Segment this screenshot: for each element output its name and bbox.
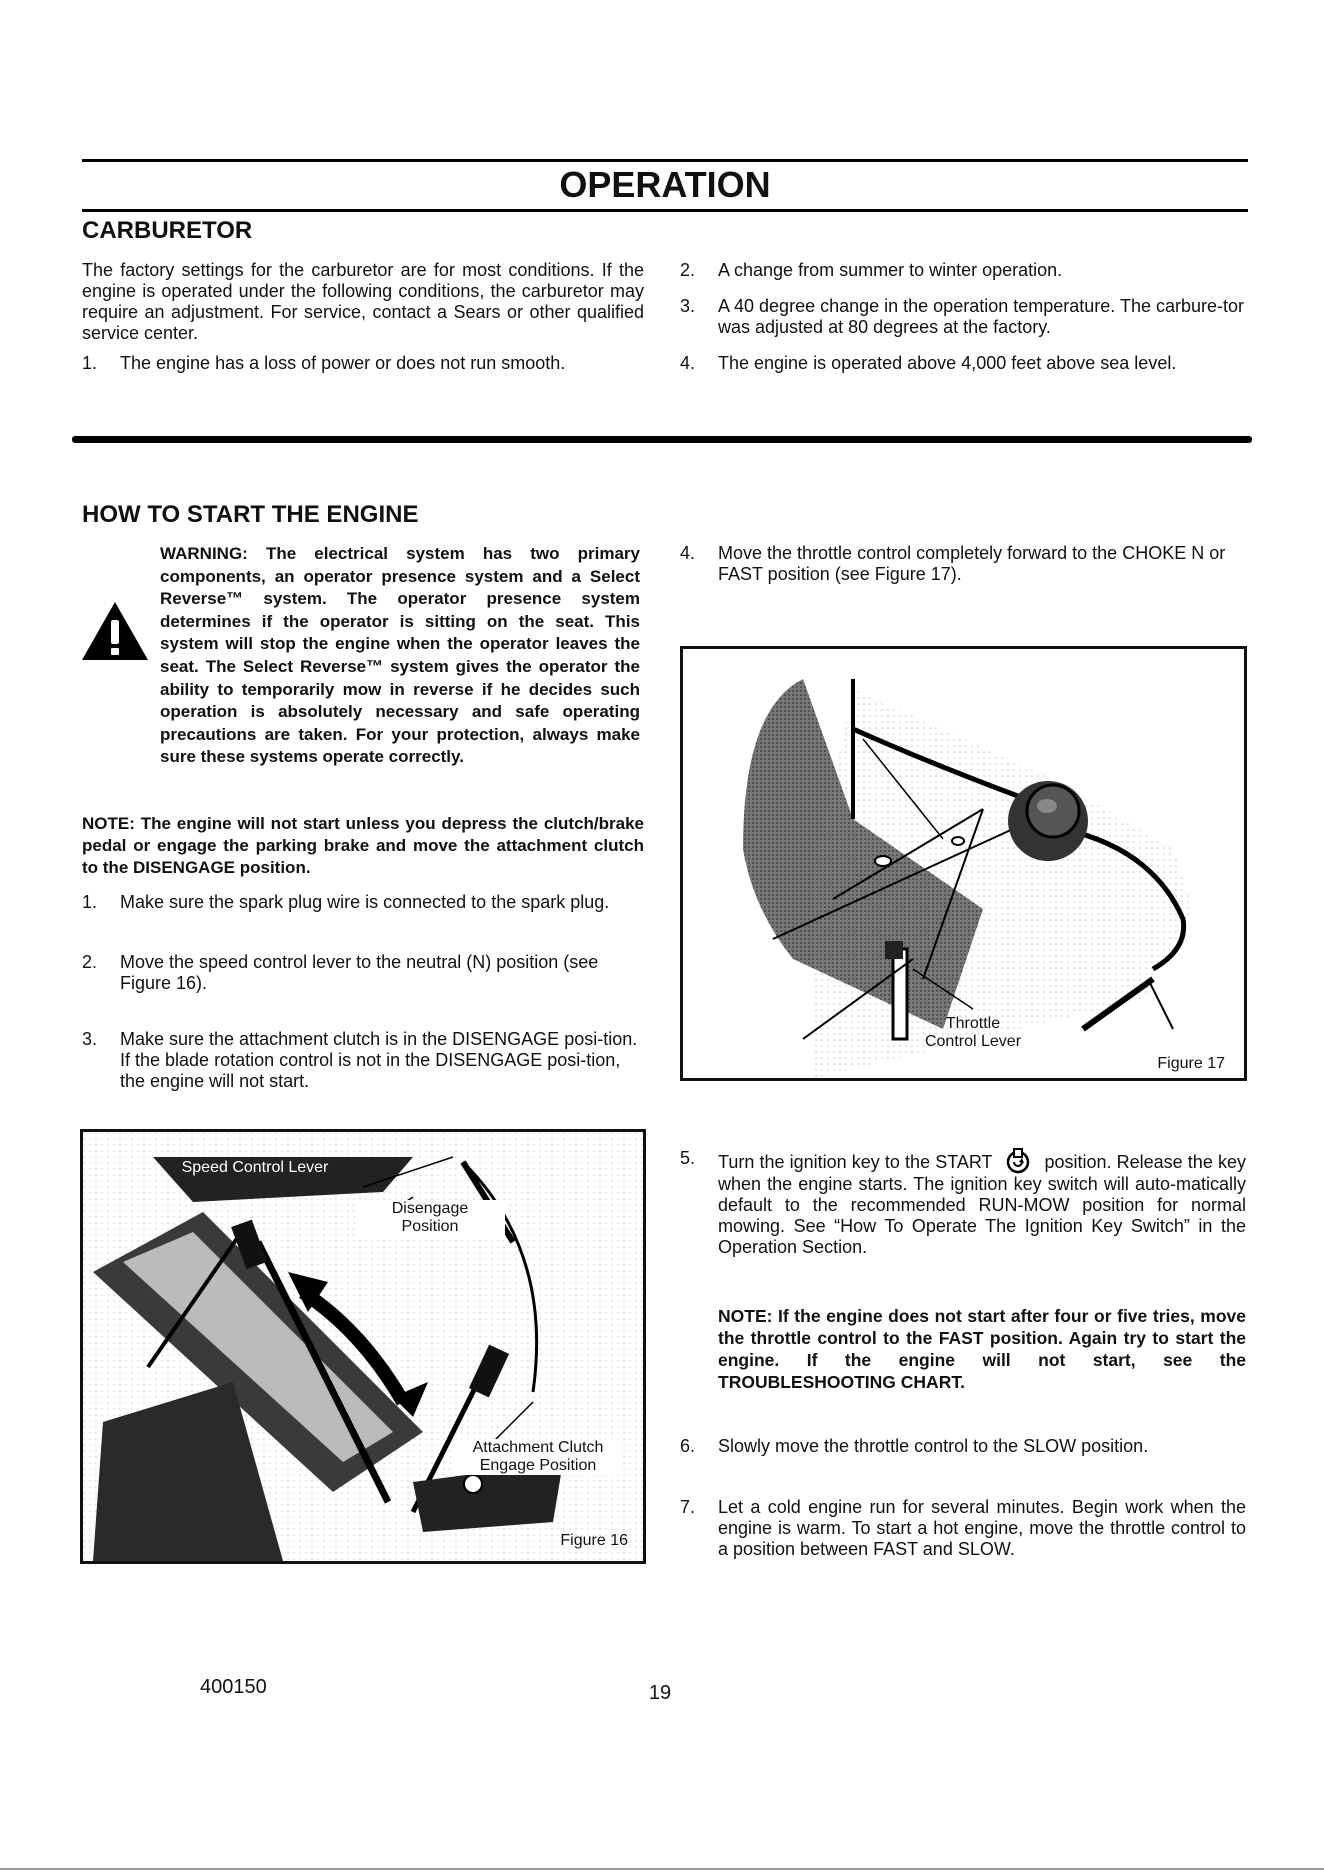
note-engine-start: NOTE: The engine will not start unless you depress the clutch/brake pedal or engage the parking brake and move the attachment clutch to the DISENGAGE position. <box>82 814 644 877</box>
step-5-text-b: position. Release the key when the engine starts. The ignition key switch will auto-matically default to the recommended RUN-MOW position for normal mowing. See “How To Operate The Ignition Key Switch” in the Operation Section. <box>718 1152 1246 1257</box>
carburetor-heading: CARBURETOR <box>82 217 253 244</box>
ignition-start-icon <box>1005 1148 1031 1174</box>
figure-16 <box>80 1129 646 1564</box>
label-engage-1: Attachment Clutch <box>453 1439 623 1457</box>
start-engine-heading: HOW TO START THE ENGINE <box>82 501 419 528</box>
page-title: OPERATION <box>559 164 771 205</box>
figure-16-caption: Figure 16 <box>560 1532 628 1549</box>
warning-text: WARNING: The electrical system has two primary components, an operator presence system and a Select Reverse™ system. The operator presence system determines if the operator is sitting on the seat. This system will stop the engine when the operator leaves the seat. The Select Reverse™ system gives the operator the ability to temporarily mow in reverse if he decides such operation is absolutely necessary and safe operating precautions are taken. For your protection, always make sure these systems operate correctly. <box>160 544 640 767</box>
note-troubleshooting: NOTE: If the engine does not start after four or five tries, move the throttle control to the FAST position. Again try to start the engine. If the engine will not start, see the TROUBLESHOOTING CHART. <box>718 1306 1246 1392</box>
label-engage-2: Engage Position <box>453 1457 623 1475</box>
figure-16-illustration <box>83 1132 643 1561</box>
label-disengage-1: Disengage <box>355 1200 505 1218</box>
bottom-edge-line <box>0 1868 1324 1870</box>
doc-number: 400150 <box>200 1676 267 1698</box>
label-disengage-2: Position <box>355 1218 505 1236</box>
title-rule <box>82 209 1248 212</box>
figure-17-caption: Figure 17 <box>1157 1055 1225 1072</box>
label-throttle-1: Throttle <box>945 1015 1001 1032</box>
page-number: 19 <box>648 1682 672 1704</box>
warning-icon <box>80 600 150 662</box>
section-divider <box>72 436 1252 443</box>
label-speed-control-lever: Speed Control Lever <box>175 1159 335 1177</box>
label-throttle-2: Control Lever <box>924 1033 1022 1050</box>
step-5-text-a: Turn the ignition key to the START <box>718 1152 993 1172</box>
figure-17 <box>680 646 1247 1081</box>
carburetor-intro: The factory settings for the carburetor are for most conditions. If the engine is operated under the following conditions, the carburetor may require an adjustment. For service, contact a Sears or other qualified service center. <box>82 260 644 343</box>
figure-17-illustration <box>683 649 1244 1078</box>
